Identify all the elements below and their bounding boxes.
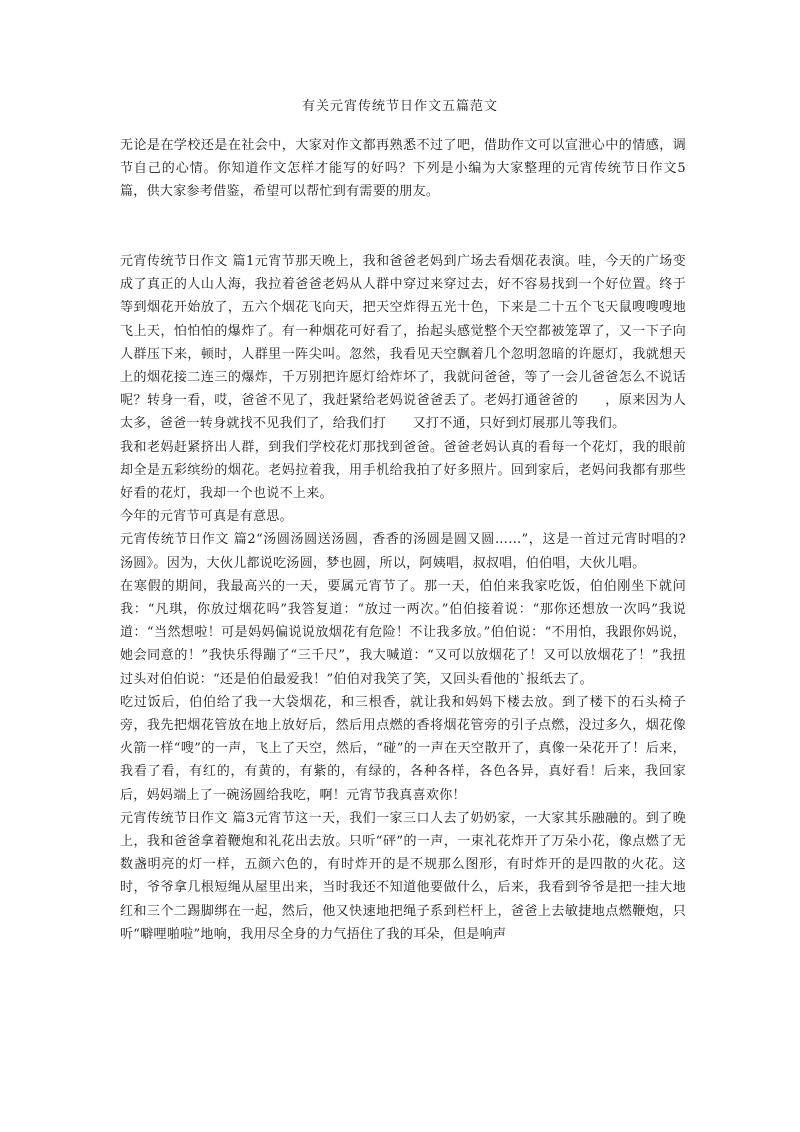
essay-3-paragraph: 元宵传统节日作文 篇3元宵节这一天，我们一家三口人去了奶奶家，一大家其乐融融的。到了晚上，我和爸爸拿着鞭炮和礼花出去放。只听“砰”的一声，一束礼花炸开了万朵小花，像点燃了无数盏明亮的灯一样，五颜六色的，有时炸开的是不规那么图形，有时炸开的是四散的火花。这时，爷爷拿几根短绳从屋里出来，当时我还不知道他要做什么，后来，我看到爷爷是把一挂大地红和三个二踢脚绑在一起，然后，他又快速地把绳子系到栏杆上，爸爸上去敏捷地点燃鞭炮，只听“噼哩啪啦”地响，我用尽全身的力气捂住了我的耳朵，但是响声 — [120, 810, 686, 942]
essay-1-paragraph: 元宵传统节日作文 篇1元宵节那天晚上，我和爸爸老妈到广场去看烟花表演。哇，今天的广场变成了真正的人山人海，我拉着爸爸老妈从人群中穿过来穿过去，好不容易找到一个好位置。终于等到烟花开始放了，五六个烟花飞向天，把天空炸得五光十色，下来是二十五个飞天鼠嗖嗖嗖地飞上天，怕怕怕的爆炸了。有一种烟花可好看了，抬起头感觉整个天空都被笼罩了，又一下子向人群压下来，顿时，人群里一阵尖叫。忽然，我看见天空飘着几个忽明忽暗的许愿灯，我就想天上的烟花接二连三的爆炸，千万别把许愿灯给炸坏了，我就问爸爸，等了一会儿爸爸怎么不说话呢？转身一看，哎，爸爸不见了，我赶紧给老妈说爸爸丢了。老妈打通爸爸的 ，原来因为人太多，爸爸一转身就找不见我们了，给我们打 又打不通，只好到灯展那儿等我们。 — [120, 253, 686, 432]
intro-paragraph: 无论是在学校还是在社会中，大家对作文都再熟悉不过了吧，借助作文可以宣泄心中的情感，调节自己的心情。你知道作文怎样才能写的好吗？下列是小编为大家整理的元宵传统节日作文5篇，供大家参考借鉴，希望可以帮忙到有需要的朋友。 — [120, 138, 686, 200]
essay-1-paragraph: 我和老妈赶紧挤出人群，到我们学校花灯那找到爸爸。爸爸老妈认真的看每一个花灯，我的眼前却全是五彩缤纷的烟花。老妈拉着我，用手机给我拍了好多照片。回到家后，老妈问我都有那些好看的花灯，我却一个也说不上来。 — [120, 439, 686, 502]
document-title: 有关元宵传统节日作文五篇范文 — [301, 99, 498, 114]
essay-2-paragraph: 在寒假的期间，我最高兴的一天，要属元宵节了。那一天，伯伯来我家吃饭，伯伯刚坐下就问我：“凡琪，你放过烟花吗”我答复道：“放过一两次。”伯伯接着说：“那你还想放一次吗”我说道：“当然想啦！可是妈妈偏说说放烟花有危险！不让我多放。”伯伯说：“不用怕，我跟你妈说，她会同意的！”我快乐得蹦了“三千尺”，我大喊道：“又可以放烟花了！又可以放烟花了！”我扭过头对伯伯说：“还是伯伯最爱我！”伯伯对我笑了笑，又回头看他的`报纸去了。 — [120, 578, 686, 687]
essay-1-paragraph: 今年的元宵节可真是有意思。 — [120, 509, 293, 525]
paragraph-gap — [120, 227, 686, 250]
paragraph-gap — [120, 204, 686, 227]
essay-2-paragraph: 吃过饭后，伯伯给了我一大袋烟花，和三根香，就让我和妈妈下楼去放。到了楼下的石头椅子旁，我先把烟花管放在地上放好后，然后用点燃的香将烟花管旁的引子点燃，没过多久，烟花像火箭一样“嗖”的一声，飞上了天空，然后，“碰”的一声在天空散开了，真像一朵花开了！后来，我看了看，有红的，有黄的，有紫的，有绿的，各种各样，各色各异，真好看！后来，我回家后，妈妈端上了一碗汤圆给我吃，啊！元宵节我真喜欢你！ — [120, 694, 686, 803]
essay-2-paragraph: 元宵传统节日作文 篇2“汤圆汤圆送汤圆，香香的汤圆是圆又圆……”，这是一首过元宵时唱的?汤圆》。因为，大伙儿都说吃汤圆，梦也圆，所以，阿姨唱，叔叔唱，伯伯唱，大伙儿唱。 — [120, 532, 686, 571]
document-body — [120, 134, 686, 946]
